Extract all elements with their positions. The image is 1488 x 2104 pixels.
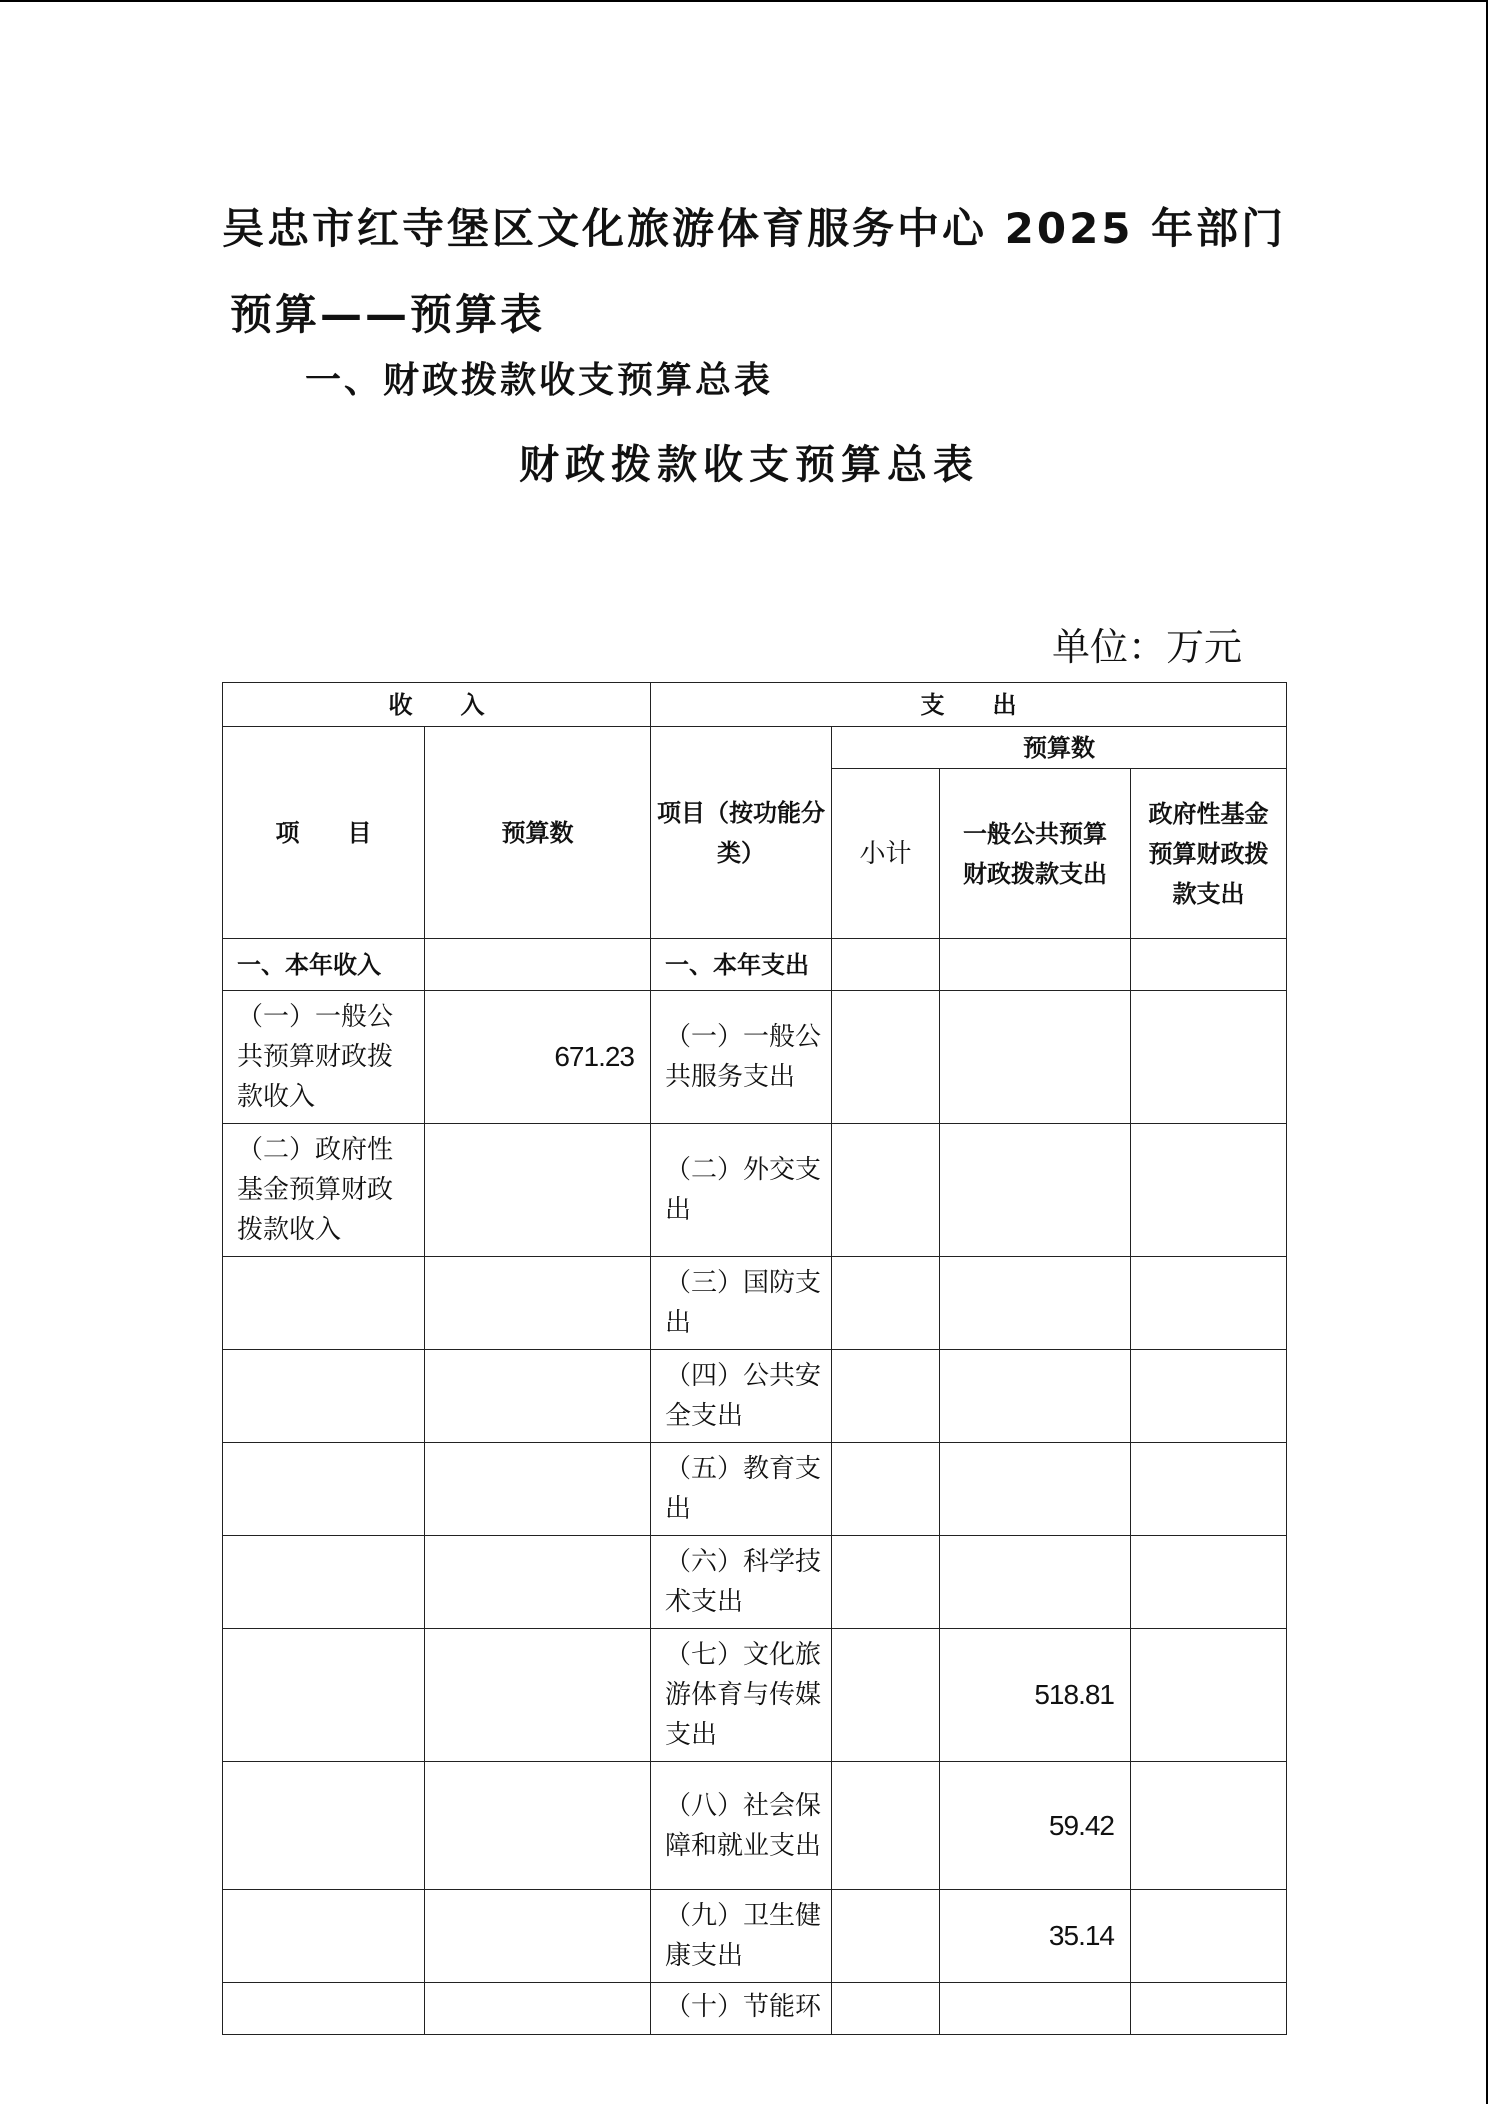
unit-label: 单位：万元 bbox=[1052, 625, 1243, 669]
income-item: （二）政府性基金预算财政拨款收入 bbox=[223, 1124, 425, 1257]
document-title-line-2: 预算——预算表 bbox=[230, 290, 546, 339]
income-value bbox=[425, 1124, 651, 1257]
income-budget-header: 预算数 bbox=[425, 727, 651, 939]
income-value bbox=[425, 1443, 651, 1536]
subtotal-value bbox=[832, 1629, 940, 1762]
income-value bbox=[425, 1983, 651, 2035]
income-value bbox=[425, 1629, 651, 1762]
fund-value bbox=[1131, 1629, 1287, 1762]
income-value: 671.23 bbox=[425, 991, 651, 1124]
table-row bbox=[223, 1124, 1287, 1257]
general-value bbox=[940, 939, 1131, 991]
general-value bbox=[940, 991, 1131, 1124]
income-value bbox=[425, 1762, 651, 1890]
subtotal-value bbox=[832, 1350, 940, 1443]
table-row bbox=[223, 1762, 1287, 1890]
income-item: （一）一般公共预算财政拨款收入 bbox=[223, 991, 425, 1124]
table-row bbox=[223, 1257, 1287, 1350]
fund-value bbox=[1131, 1124, 1287, 1257]
fund-value bbox=[1131, 991, 1287, 1124]
general-value: 59.42 bbox=[940, 1762, 1131, 1890]
gov-fund-header: 政府性基金预算财政拨款支出 bbox=[1131, 769, 1287, 939]
income-item bbox=[223, 1350, 425, 1443]
income-item bbox=[223, 1443, 425, 1536]
income-value bbox=[425, 1890, 651, 1983]
table-row bbox=[223, 1983, 1287, 2035]
general-value bbox=[940, 1983, 1131, 2035]
general-value: 35.14 bbox=[940, 1890, 1131, 1983]
fund-value bbox=[1131, 1536, 1287, 1629]
subtotal-value bbox=[832, 1257, 940, 1350]
table-row bbox=[223, 1890, 1287, 1983]
subtotal-value bbox=[832, 991, 940, 1124]
fund-value bbox=[1131, 1350, 1287, 1443]
subtotal-value bbox=[832, 1443, 940, 1536]
fund-value bbox=[1131, 1443, 1287, 1536]
subtotal-value bbox=[832, 1983, 940, 2035]
expense-item: （九）卫生健康支出 bbox=[651, 1890, 832, 1983]
table-row bbox=[223, 1443, 1287, 1536]
budget-table bbox=[222, 682, 1287, 2035]
general-value bbox=[940, 1443, 1131, 1536]
expense-item: （六）科学技术支出 bbox=[651, 1536, 832, 1629]
subtotal-value bbox=[832, 1890, 940, 1983]
income-item bbox=[223, 1629, 425, 1762]
expense-item: 一、本年支出 bbox=[651, 939, 832, 991]
expense-item: （十）节能环 bbox=[651, 1983, 832, 2035]
general-value bbox=[940, 1124, 1131, 1257]
expense-item: （一）一般公共服务支出 bbox=[651, 991, 832, 1124]
income-item bbox=[223, 1762, 425, 1890]
page-top-border bbox=[0, 0, 1488, 2]
document-title-line-1: 吴忠市红寺堡区文化旅游体育服务中心 2025 年部门 bbox=[222, 204, 1287, 253]
fund-value bbox=[1131, 1762, 1287, 1890]
income-value bbox=[425, 1536, 651, 1629]
income-value bbox=[425, 1350, 651, 1443]
income-header: 收 入 bbox=[223, 683, 651, 727]
subtotal-value bbox=[832, 939, 940, 991]
general-value bbox=[940, 1536, 1131, 1629]
income-item bbox=[223, 1983, 425, 2035]
budget-count-header: 预算数 bbox=[832, 727, 1287, 769]
subtotal-value bbox=[832, 1762, 940, 1890]
fund-value bbox=[1131, 1257, 1287, 1350]
subtotal-value bbox=[832, 1536, 940, 1629]
expense-item: （八）社会保障和就业支出 bbox=[651, 1762, 832, 1890]
fund-value bbox=[1131, 939, 1287, 991]
expense-item: （二）外交支出 bbox=[651, 1124, 832, 1257]
expense-item: （四）公共安全支出 bbox=[651, 1350, 832, 1443]
income-item bbox=[223, 1890, 425, 1983]
income-item bbox=[223, 1536, 425, 1629]
income-item bbox=[223, 1257, 425, 1350]
table-row bbox=[223, 939, 1287, 991]
expense-item: （五）教育支出 bbox=[651, 1443, 832, 1536]
header-row-2 bbox=[223, 727, 1287, 769]
item-by-function-header: 项目（按功能分类） bbox=[651, 727, 832, 939]
income-item: 一、本年收入 bbox=[223, 939, 425, 991]
general-public-header: 一般公共预算财政拨款支出 bbox=[940, 769, 1131, 939]
fund-value bbox=[1131, 1890, 1287, 1983]
table-title: 财政拨款收支预算总表 bbox=[519, 442, 979, 488]
income-value bbox=[425, 939, 651, 991]
section-heading: 一、财政拨款收支预算总表 bbox=[305, 360, 774, 401]
table-row bbox=[223, 1350, 1287, 1443]
subtotal-value bbox=[832, 1124, 940, 1257]
general-value: 518.81 bbox=[940, 1629, 1131, 1762]
subtotal-header: 小计 bbox=[832, 769, 940, 939]
table-row bbox=[223, 1536, 1287, 1629]
table-row bbox=[223, 991, 1287, 1124]
expense-header: 支 出 bbox=[651, 683, 1287, 727]
fund-value bbox=[1131, 1983, 1287, 2035]
expense-item: （七）文化旅游体育与传媒支出 bbox=[651, 1629, 832, 1762]
general-value bbox=[940, 1257, 1131, 1350]
income-value bbox=[425, 1257, 651, 1350]
header-row-1 bbox=[223, 683, 1287, 727]
general-value bbox=[940, 1350, 1131, 1443]
expense-item: （三）国防支出 bbox=[651, 1257, 832, 1350]
item-header: 项 目 bbox=[223, 727, 425, 939]
table-row bbox=[223, 1629, 1287, 1762]
